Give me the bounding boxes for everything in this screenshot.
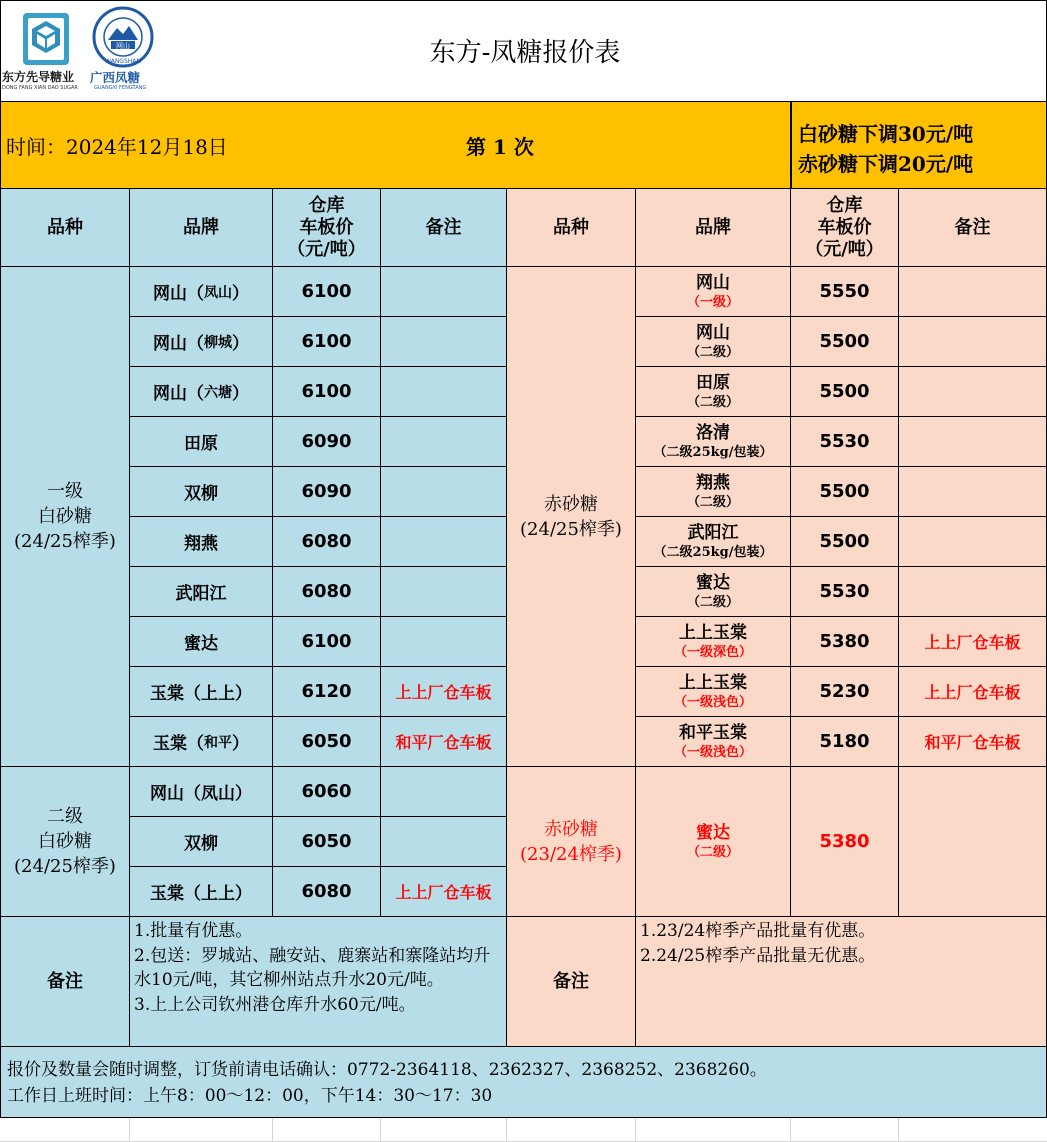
variety-line2: 白砂糖 [38, 831, 92, 852]
variety-line2: (23/24榨季) [520, 843, 622, 865]
grid-line [506, 1118, 507, 1142]
brand-cell [636, 667, 791, 717]
price-cell: 5380 [791, 767, 899, 917]
note-cell [899, 567, 1047, 617]
variety-line3: (24/25榨季) [14, 531, 116, 552]
brand-paren: ） [232, 734, 249, 754]
note-cell [381, 567, 507, 617]
variety-line2: 白砂糖 [38, 506, 92, 527]
brand-origin: 六塘 [204, 384, 232, 401]
brand-name: 翔燕 [696, 472, 730, 493]
note-cell: 上上厂仓车板 [899, 667, 1047, 717]
price-cell: 5500 [791, 367, 899, 417]
remark-item: 2.包送：罗城站、融安站、鹿寨站和寨隆站均升水10元/吨，其它柳州站点升水20元/吨。 [134, 945, 491, 990]
variety-line3: (24/25榨季) [14, 856, 116, 877]
variety-white-sugar-grade1 [0, 267, 130, 767]
remark-label-left: 备注 [0, 917, 130, 1047]
price-cell: 6100 [273, 267, 381, 317]
wangshan-seal-icon [92, 6, 154, 68]
footer-hours-line: 工作日上班时间：上午8：00～12：00，下午14：30～17：30 [7, 1086, 493, 1106]
note-cell: 上上厂仓车板 [899, 617, 1047, 667]
brand-grade: （二级） [686, 594, 739, 610]
brand-origin: 和平 [204, 734, 232, 751]
price-cell: 6120 [273, 667, 381, 717]
grid-line [272, 1118, 273, 1142]
price-cell: 6100 [273, 317, 381, 367]
brand-cell [130, 517, 273, 567]
brand-cell [130, 267, 273, 317]
brand-name: 田原 [184, 434, 218, 454]
brand-name: 蜜达 [184, 634, 218, 654]
brand-name: 武阳江 [175, 584, 227, 604]
note-cell [899, 517, 1047, 567]
header-price-line2: 车板价 [299, 216, 354, 238]
header-variety-right: 品种 [507, 189, 636, 267]
note-cell [899, 367, 1047, 417]
header-remark-left: 备注 [381, 189, 507, 267]
brand-name: 网山（凤山） [150, 784, 252, 804]
note-cell [899, 267, 1047, 317]
brand-cell [636, 367, 791, 417]
logo-area [2, 2, 160, 98]
note-cell [899, 767, 1047, 917]
brand-grade: （二级） [686, 344, 739, 360]
brand-name: 翔燕 [184, 534, 218, 554]
price-cell: 5500 [791, 517, 899, 567]
note-cell [381, 317, 507, 367]
brand-paren: ） [232, 334, 249, 354]
note-cell: 和平厂仓车板 [899, 717, 1047, 767]
header-price-right [791, 189, 899, 267]
grid-line [790, 1118, 791, 1142]
price-cell: 6050 [273, 817, 381, 867]
price-cell: 5500 [791, 317, 899, 367]
price-cell: 5530 [791, 417, 899, 467]
footer-contact [0, 1047, 1047, 1118]
price-cell: 6080 [273, 517, 381, 567]
price-cell: 6050 [273, 717, 381, 767]
price-cell: 5530 [791, 567, 899, 617]
brand-cell [636, 617, 791, 667]
price-cell: 6080 [273, 867, 381, 917]
brand-grade: （二级25kg/包装） [653, 544, 773, 560]
variety-line1: 一级 [47, 481, 83, 502]
variety-line1: 赤砂糖 [544, 493, 598, 515]
brand-cell [130, 767, 273, 817]
note-cell: 和平厂仓车板 [381, 717, 507, 767]
grid-line [129, 1118, 130, 1142]
brand-cell [130, 417, 273, 467]
brand-grade: （二级25kg/包装） [653, 444, 773, 460]
variety-white-sugar-grade2 [0, 767, 130, 917]
brand-grade: （一级浅色） [673, 744, 752, 760]
dongfang-logo-icon [22, 12, 70, 66]
brand-cell [130, 617, 273, 667]
brand-cell [130, 867, 273, 917]
variety-line1: 二级 [47, 806, 83, 827]
page-title: 东方-凤糖报价表 [429, 38, 621, 68]
brand-grade: （二级） [686, 844, 739, 860]
brand-name: 上上玉棠 [679, 622, 747, 643]
price-cell: 5550 [791, 267, 899, 317]
variety-brown-sugar-2425 [507, 267, 636, 767]
footer-phone-line: 报价及数量会随时调整，订货前请电话确认：0772-2364118、2362327、2368252、2368260。 [7, 1060, 767, 1080]
price-cell: 5500 [791, 467, 899, 517]
variety-line2: (24/25榨季) [520, 518, 622, 540]
header-brand-right: 品牌 [636, 189, 791, 267]
note-cell [899, 467, 1047, 517]
brand-cell [636, 517, 791, 567]
note-cell [381, 417, 507, 467]
brand-cell [130, 317, 273, 367]
note-cell [381, 267, 507, 317]
brand-cell [636, 267, 791, 317]
brand-name: 网山 [696, 272, 730, 293]
brand-grade: （一级深色） [673, 644, 752, 660]
price-cell: 6100 [273, 617, 381, 667]
brand-name: 玉棠（上上） [150, 684, 252, 704]
brand-cell [130, 717, 273, 767]
price-cell: 6090 [273, 417, 381, 467]
seal-text: 网山 [116, 42, 130, 50]
dongfang-logo-text: 东方先导糖业 [2, 70, 75, 84]
remark-item: 1.批量有优惠。 [134, 921, 253, 941]
remark-label-right: 备注 [507, 917, 636, 1047]
price-cell: 6080 [273, 567, 381, 617]
price-cell: 6060 [273, 767, 381, 817]
note-cell: 上上厂仓车板 [381, 667, 507, 717]
brand-name: 网山（ [153, 284, 204, 304]
brand-grade: （一级浅色） [673, 694, 752, 710]
price-cell: 5180 [791, 717, 899, 767]
header-price-left [273, 189, 381, 267]
quote-round: 第 1 次 [466, 134, 534, 159]
brand-cell [130, 467, 273, 517]
brand-cell [636, 767, 791, 917]
brand-name: 网山（ [153, 384, 204, 404]
brand-cell [636, 417, 791, 467]
variety-line1: 赤砂糖 [544, 818, 598, 840]
brand-name: 网山 [696, 322, 730, 343]
brand-cell [130, 817, 273, 867]
brand-cell [636, 467, 791, 517]
header-brand-left: 品牌 [130, 189, 273, 267]
guangxi-logo-text: 广西凤糖 [90, 70, 141, 85]
note-cell [381, 467, 507, 517]
brand-name: 武阳江 [687, 522, 739, 543]
note-cell [381, 367, 507, 417]
remarks-right [636, 917, 1047, 1047]
brand-name: 双柳 [184, 834, 218, 854]
remark-item: 1.23/24榨季产品批量有优惠。 [640, 921, 876, 941]
header-variety-left: 品种 [0, 189, 130, 267]
header-remark-right: 备注 [899, 189, 1047, 267]
guangxi-logo-sub: GUANGXI FENGTANG [94, 85, 147, 91]
brand-cell [636, 717, 791, 767]
brand-name: 田原 [696, 372, 730, 393]
note-cell [899, 417, 1047, 467]
notice-brown-sugar: 赤砂糖下调20元/吨 [798, 152, 974, 176]
brand-name: 玉棠（上上） [150, 884, 252, 904]
price-cell: 5380 [791, 617, 899, 667]
brand-cell [130, 367, 273, 417]
brand-name: 双柳 [184, 484, 218, 504]
brand-grade: （一级） [686, 294, 739, 310]
header-price-line1: 仓库 [826, 194, 863, 216]
brand-name: 和平玉棠 [679, 722, 747, 743]
dongfang-logo-sub: DONG FANG XIAN DAO SUGAR [2, 85, 78, 91]
note-cell: 上上厂仓车板 [381, 867, 507, 917]
notice-box [790, 101, 1047, 189]
brand-paren: ） [232, 284, 249, 304]
brand-grade: （二级） [686, 394, 739, 410]
price-cell: 6100 [273, 367, 381, 417]
brand-name: 玉棠（ [153, 734, 204, 754]
variety-brown-sugar-2324 [507, 767, 636, 917]
remarks-left [130, 917, 507, 1047]
grid-line [898, 1118, 899, 1142]
brand-name: 上上玉棠 [679, 672, 747, 693]
notice-white-sugar: 白砂糖下调30元/吨 [798, 122, 974, 146]
remark-item: 2.24/25榨季产品批量无优惠。 [640, 946, 876, 966]
note-cell [899, 317, 1047, 367]
header-price-line1: 仓库 [308, 194, 345, 216]
price-cell: 5230 [791, 667, 899, 717]
note-cell [381, 617, 507, 667]
remark-item: 3.上上公司钦州港仓库升水60元/吨。 [134, 994, 416, 1015]
grid-line [380, 1118, 381, 1142]
brand-cell [636, 567, 791, 617]
note-cell [381, 817, 507, 867]
brand-cell [130, 567, 273, 617]
brand-cell [130, 667, 273, 717]
header-price-line3: （元/吨） [287, 238, 366, 260]
note-cell [381, 767, 507, 817]
grid-line [635, 1118, 636, 1142]
seal-ring-text: WANGSHAN [105, 58, 141, 65]
brand-name: 蜜达 [696, 822, 730, 843]
brand-name: 蜜达 [696, 572, 730, 593]
header-price-line3: （元/吨） [805, 238, 884, 260]
brand-origin: 凤山 [204, 284, 232, 301]
brand-origin: 柳城 [204, 334, 232, 351]
price-cell: 6090 [273, 467, 381, 517]
brand-grade: （二级） [686, 494, 739, 510]
brand-name: 洛清 [696, 422, 730, 443]
brand-name: 网山（ [153, 334, 204, 354]
quote-date: 时间：2024年12月18日 [6, 134, 228, 159]
brand-cell [636, 317, 791, 367]
brand-paren: ） [232, 384, 249, 404]
header-price-line2: 车板价 [817, 216, 872, 238]
note-cell [381, 517, 507, 567]
